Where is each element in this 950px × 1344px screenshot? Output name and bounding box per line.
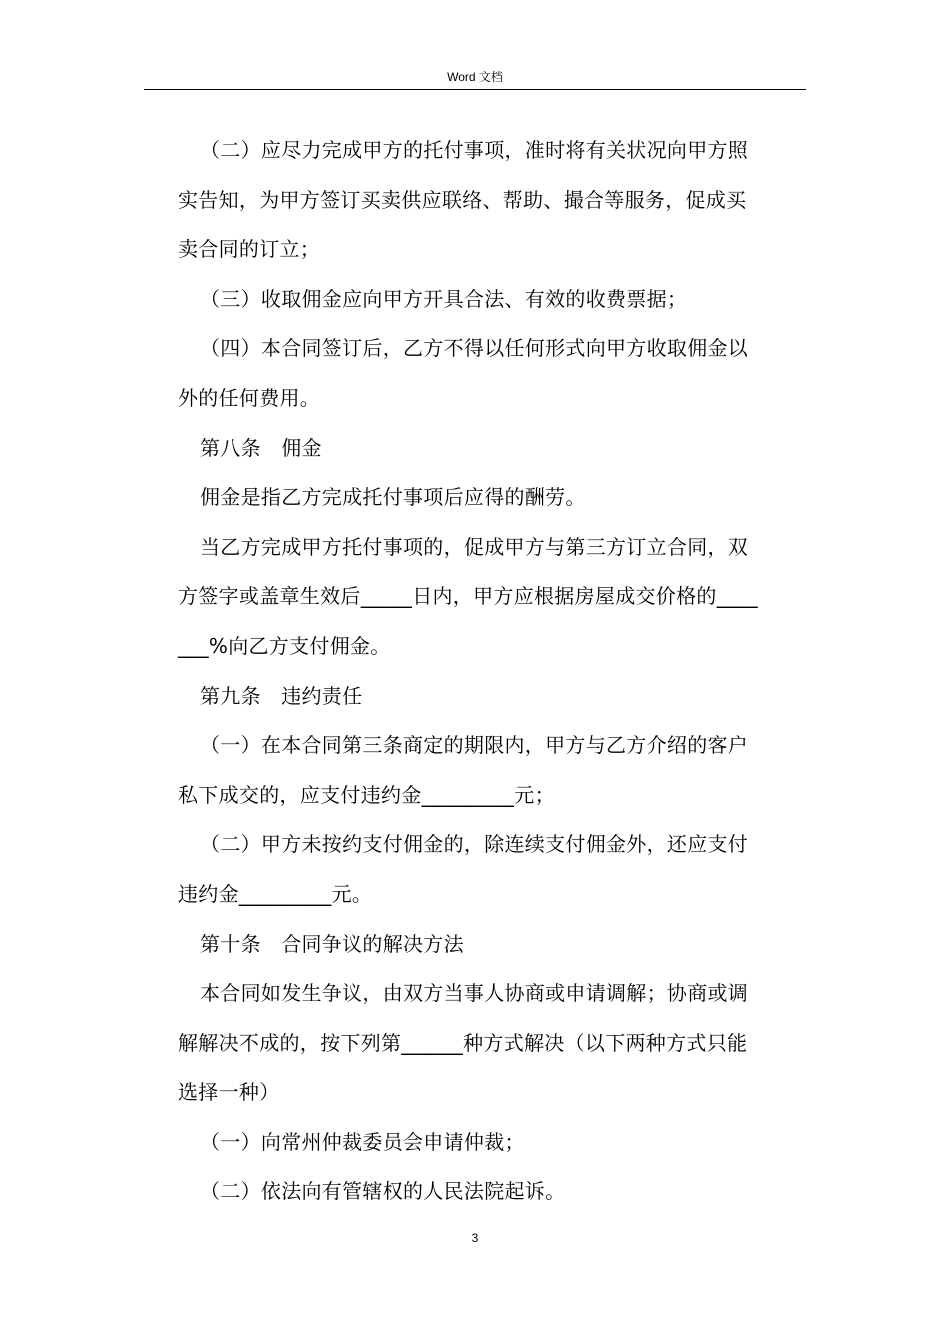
text-line: 本合同如发生争议，由双方当事人协商或申请调解；协商或调 xyxy=(200,981,749,1006)
page-header-title: Word 文档 xyxy=(447,70,503,84)
text-line: 外的任何费用。 xyxy=(178,385,321,410)
article-heading: 第十条 合同争议的解决方法 xyxy=(200,931,464,956)
text-line: （二）依法向有管辖权的人民法院起诉。 xyxy=(200,1179,566,1204)
text-line: 违约金_________元。 xyxy=(178,881,373,906)
text-line: （三）收取佣金应向甲方开具合法、有效的收费票据； xyxy=(200,286,688,311)
text-line: ___%向乙方支付佣金。 xyxy=(178,633,391,658)
header-divider xyxy=(144,89,806,90)
text-line: 选择一种） xyxy=(178,1080,280,1105)
text-line: 卖合同的订立； xyxy=(178,237,321,262)
article-heading: 第九条 违约责任 xyxy=(200,683,363,708)
text-line: （一）向常州仲裁委员会申请仲裁； xyxy=(200,1129,525,1154)
text-line: 佣金是指乙方完成托付事项后应得的酬劳。 xyxy=(200,485,586,510)
text-line: （二）甲方未按约支付佣金的，除连续支付佣金外，还应支付 xyxy=(200,832,749,857)
page-number: 3 xyxy=(471,1231,479,1245)
document-body xyxy=(178,126,802,1217)
text-line: 方签字或盖章生效后_____日内，甲方应根据房屋成交价格的____ xyxy=(178,584,758,609)
text-line: （一）在本合同第三条商定的期限内，甲方与乙方介绍的客户 xyxy=(200,733,749,758)
article-heading: 第八条 佣金 xyxy=(200,435,322,460)
text-line: 解解决不成的，按下列第______种方式解决（以下两种方式只能 xyxy=(178,1030,748,1055)
text-line: 当乙方完成甲方托付事项的，促成甲方与第三方订立合同，双 xyxy=(200,534,749,559)
text-line: 实告知，为甲方签订买卖供应联络、帮助、撮合等服务，促成买 xyxy=(178,187,747,212)
text-line: （四）本合同签订后，乙方不得以任何形式向甲方收取佣金以 xyxy=(200,336,749,361)
text-line: 私下成交的，应支付违约金_________元； xyxy=(178,782,555,807)
text-line: （二）应尽力完成甲方的托付事项，准时将有关状况向甲方照 xyxy=(200,138,749,162)
